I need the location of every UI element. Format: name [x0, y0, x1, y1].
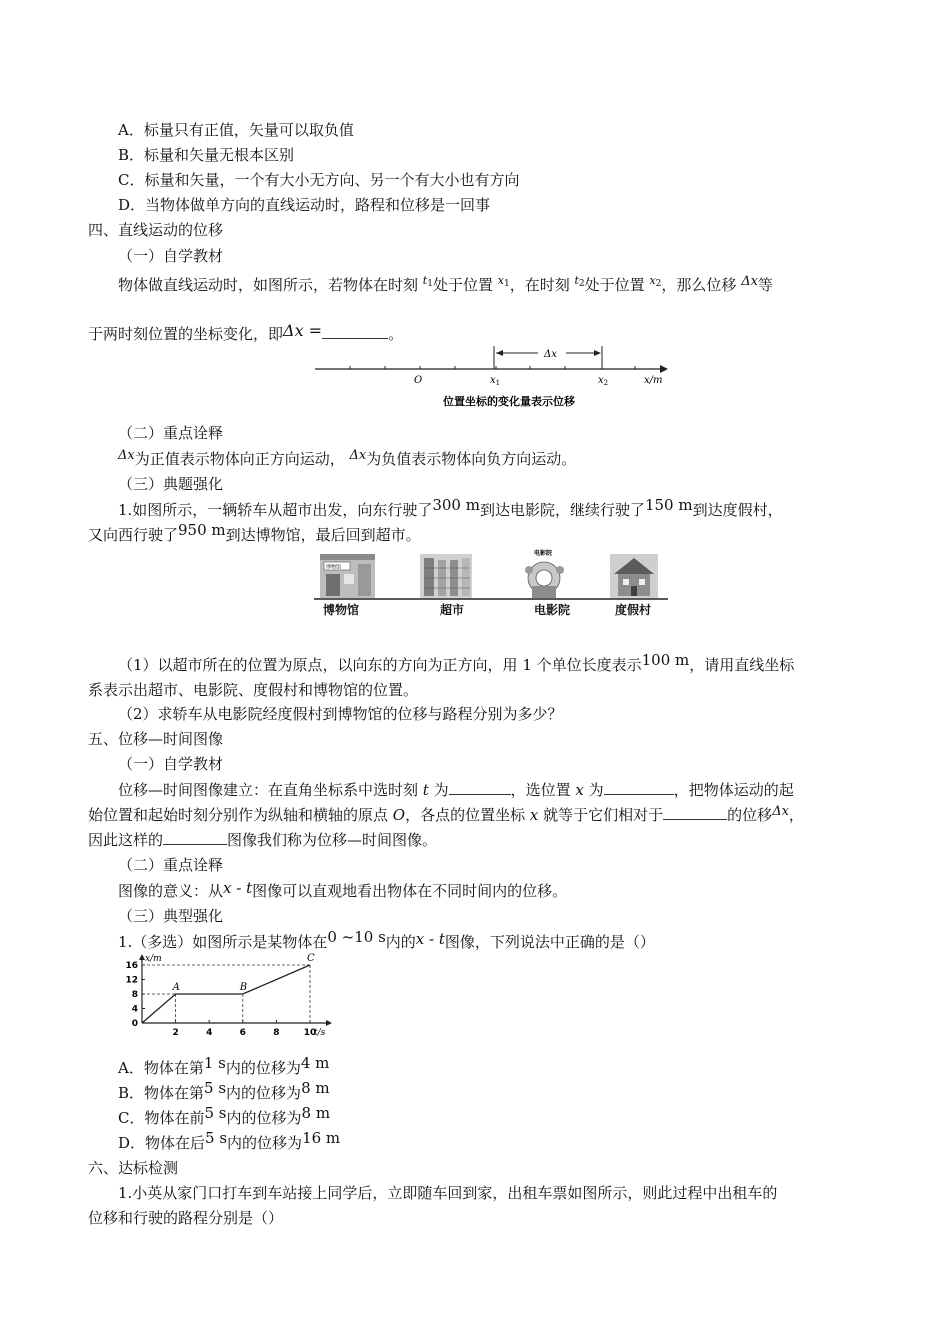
s4-paragraph-3: Δx为正值表示物体向正方向运动， Δx为负值表示物体向负方向运动。 — [118, 448, 577, 468]
s5-paragraph-2: 始位置和起始时刻分别作为纵轴和横轴的原点 O，各点的位置坐标 x 就等于它们相对于 的位移Δx， — [88, 804, 804, 824]
figure-caption: 位置坐标的变化量表示位移 — [443, 395, 575, 408]
label-cinema: 电影院 — [534, 603, 571, 617]
x-axis-arrow-icon — [326, 1020, 332, 1026]
section-4-heading: 四、直线运动的位移 — [88, 221, 224, 239]
s4-paragraph-2: 于两时刻位置的坐标变化，即Δx = 。 — [88, 321, 404, 343]
point-label-c: C — [307, 953, 315, 964]
s5-option-d: D．物体在后5 s内的位移为16 m — [118, 1129, 341, 1152]
s5-paragraph-3: 因此这样的 图像我们称为位移—时间图像。 — [88, 831, 438, 849]
s5-option-a: A．物体在第1 s内的位移为4 m — [118, 1054, 330, 1077]
answer-blank[interactable] — [322, 324, 388, 339]
y-tick-label: 4 — [131, 1004, 138, 1015]
s4-subheading-2: （二）重点诠释 — [118, 424, 224, 442]
section-5-heading: 五、位移—时间图像 — [88, 730, 224, 748]
answer-blank[interactable] — [663, 805, 727, 820]
x-tick-label: 8 — [273, 1028, 280, 1038]
xt-chart — [118, 952, 338, 1042]
x-axis-label: t/s — [314, 1028, 326, 1038]
s5-paragraph-4: 图像的意义：从x - t图像可以直观地看出物体在不同时间内的位移。 — [118, 879, 568, 900]
s4-subheading-3: （三）典题强化 — [118, 475, 224, 493]
svg-text:x1: $x_1$ — [490, 375, 501, 387]
axis-unit-label: x/m — [644, 375, 663, 386]
answer-blank[interactable] — [604, 780, 674, 795]
x-tick-label: 2 — [172, 1028, 179, 1038]
option-a: A．标量只有正值，矢量可以取负值 — [118, 121, 354, 139]
cinema-icon — [525, 549, 564, 598]
x-tick-label: 10 — [303, 1028, 317, 1038]
position-axis-figure — [310, 342, 670, 410]
resort-icon — [610, 554, 658, 598]
x-tick-label: 4 — [206, 1028, 213, 1038]
axis-arrow-icon — [660, 365, 668, 373]
option-c: C．标量和矢量，一个有大小无方向、另一个有大小也有方向 — [118, 171, 520, 189]
s4-question-1-line-1: 1.如图所示，一辆轿车从超市出发，向东行驶了300 m到达电影院，继续行驶了150 m到达度假村， — [118, 496, 783, 519]
s4-paragraph-1: 物体做直线运动时，如图所示，若物体在时刻 $^{t_1}$处于位置 $^{x_1}$，在时刻 $^{t_2}$处于位置 $^{x_2}$，那么位移 Δx等 — [118, 274, 773, 294]
y-axis-label: x/m — [145, 954, 162, 964]
s5-question-1: 1.（多选）如图所示是某物体在0 ~10 s内的x - t图像，下列说法中正确的是（） — [118, 928, 655, 951]
museum-icon — [320, 554, 375, 598]
point-label-b: B — [239, 982, 248, 993]
s6-question-1-line-2: 位移和行驶的路程分别是（） — [88, 1209, 284, 1227]
s4-subheading-1: （一）自学教材 — [118, 247, 224, 265]
y-tick-label: 0 — [131, 1019, 138, 1029]
s4-question-1-part-1-line-2: 系表示出超市、电影院、度假村和博物馆的位置。 — [88, 681, 419, 699]
svg-text:博物馆: 博物馆 — [326, 564, 342, 571]
label-museum: 博物馆 — [323, 603, 360, 617]
label-supermarket: 超市 — [440, 603, 465, 617]
svg-text:电影院: 电影院 — [534, 550, 553, 557]
section-6-heading: 六、达标检测 — [88, 1159, 179, 1177]
answer-blank[interactable] — [449, 780, 511, 795]
s5-option-c: C．物体在前5 s内的位移为8 m — [118, 1104, 331, 1127]
option-d: D．当物体做单方向的直线运动时，路程和位移是一回事 — [118, 196, 491, 214]
s5-paragraph-1: 位移—时间图像建立：在直角坐标系中选时刻 t 为 ，选位置 x 为 ，把物体运动的起 — [118, 781, 794, 799]
label-resort: 度假村 — [615, 603, 652, 617]
y-tick-label: 12 — [125, 975, 138, 986]
s4-question-1-line-2: 又向西行驶了950 m到达博物馆，最后回到超市。 — [88, 521, 421, 544]
option-b: B．标量和矢量无根本区别 — [118, 146, 295, 164]
s5-subheading-2: （二）重点诠释 — [118, 856, 224, 874]
svg-text:x2: $x_2$ — [598, 375, 609, 387]
point-label-a: A — [172, 982, 180, 993]
s4-question-1-part-1-line-1: （1）以超市所在的位置为原点，以向东的方向为正方向，用 1 个单位长度表示100 m，请用直线坐标 — [118, 651, 795, 674]
s5-option-b: B．物体在第5 s内的位移为8 m — [118, 1079, 330, 1102]
x-tick-label: 6 — [239, 1028, 246, 1038]
supermarket-icon — [420, 554, 472, 598]
s5-subheading-1: （一）自学教材 — [118, 755, 224, 773]
s6-question-1-line-1: 1.小英从家门口打车到车站接上同学后，立即随车回到家，出租车票如图所示，则此过程中出租车的 — [118, 1184, 778, 1202]
s5-subheading-3: （三）典型强化 — [118, 907, 224, 925]
s4-question-1-part-2: （2）求轿车从电影院经度假村到博物馆的位移与路程分别为多少？ — [118, 705, 563, 723]
delta-x-label: Δx — [544, 349, 557, 360]
y-tick-label: 8 — [131, 990, 138, 1000]
answer-blank[interactable] — [163, 830, 227, 845]
y-tick-label: 16 — [125, 961, 138, 971]
origin-label: O — [414, 375, 423, 386]
